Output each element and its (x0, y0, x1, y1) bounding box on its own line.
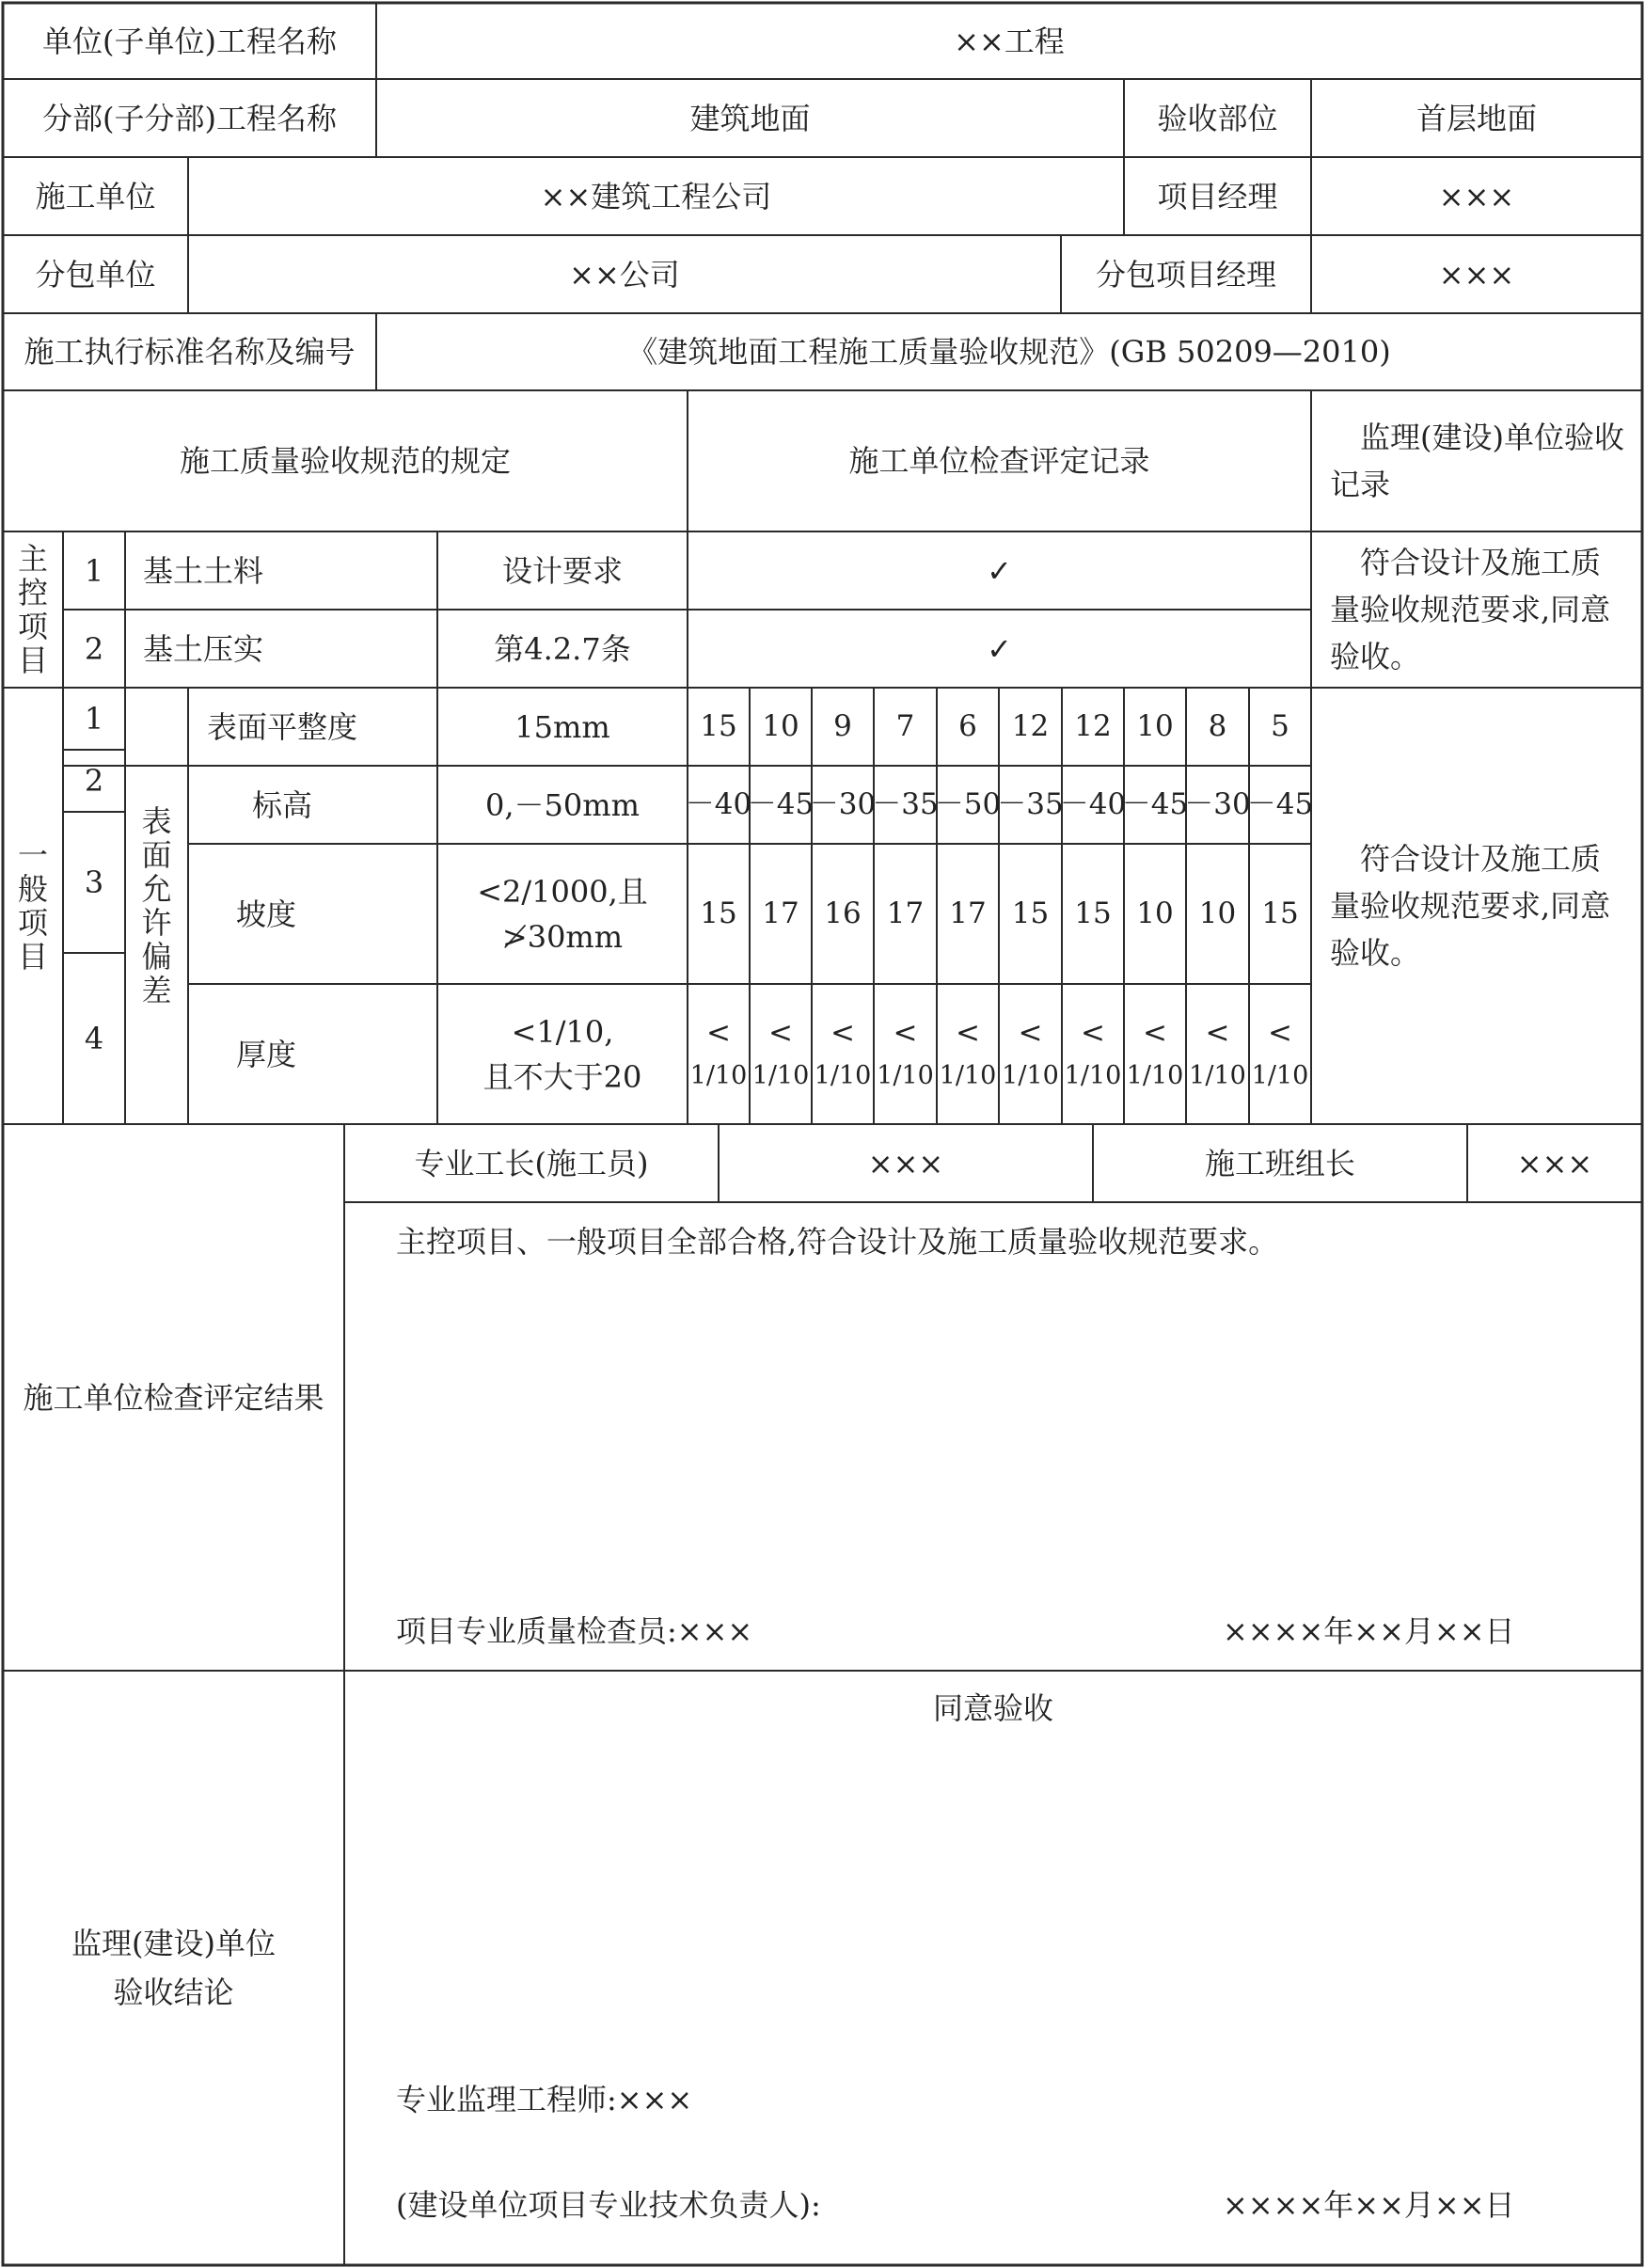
supervision-date: ××××年××月××日 (1223, 2187, 1515, 2223)
measurement-r3-c7: 15 (1074, 896, 1112, 930)
surface-deviation-group (125, 688, 188, 1124)
main-control-supervisor-text: 符合设计及施工质量验收规范要求,同意验收。 (1330, 545, 1611, 674)
measurement-r3-c10: 15 (1261, 896, 1299, 930)
supervision-label-line2: 验收结论 (113, 1975, 234, 2010)
subcontractor-value: ××公司 (569, 256, 680, 293)
measurement-r1-c8: 10 (1136, 709, 1174, 743)
main-item-1-requirement: 设计要求 (501, 552, 623, 589)
general-item-2-name: 标高 (251, 786, 312, 823)
measurement-r4-c8-line2: 1/10 (1126, 1060, 1184, 1090)
measurement-r4-c9-line1: < (1205, 1015, 1230, 1050)
measurement-r3-c3: 16 (824, 896, 862, 930)
general-item-3-name: 坡度 (235, 896, 296, 932)
project-manager-value: ××× (1438, 178, 1515, 214)
measurement-r2-c9: －30 (1184, 787, 1251, 821)
measurement-r1-c1: 15 (700, 709, 737, 743)
measurement-r3-c2: 17 (762, 896, 799, 930)
measurement-r4-c9 (1186, 984, 1249, 1124)
measurement-r3-c1: 15 (700, 896, 737, 930)
contractor-value: ××建筑工程公司 (540, 178, 772, 214)
general-label: 一般项目 (17, 837, 48, 975)
supervisor-column-header-text: 监理(建设)单位验收记录 (1330, 420, 1624, 502)
general-item-1-requirement: 15mm (514, 708, 610, 745)
sub-project-label: 分部(子分部)工程名称 (42, 100, 337, 136)
measurement-r4-c2-line1: < (768, 1015, 793, 1050)
measurement-r4-c3-line2: 1/10 (814, 1060, 872, 1090)
measurement-r3-c5: 17 (949, 896, 987, 930)
surface-deviation-label: 表面允许偏差 (141, 803, 172, 1008)
measurement-r4-c6-line2: 1/10 (1002, 1060, 1059, 1090)
unit-project-value: ××工程 (954, 23, 1065, 59)
general-item-1-name: 表面平整度 (206, 708, 357, 745)
result-conclusion: 主控项目、一般项目全部合格,符合设计及施工质量验收规范要求。 (396, 1224, 1279, 1260)
foreman-value: ××× (867, 1145, 944, 1182)
measurement-r2-c3: －30 (809, 787, 877, 821)
supervision-label (3, 1671, 344, 2265)
measurement-r4-c5-line2: 1/10 (939, 1060, 997, 1090)
measurement-r4-c8-line1: < (1143, 1015, 1167, 1050)
measurement-r4-c3-line1: < (830, 1015, 855, 1050)
measurement-r1-c3: 9 (833, 709, 852, 743)
main-control-group (3, 531, 63, 688)
measurement-r4-c1-line1: < (706, 1015, 731, 1050)
measurement-r4-c4 (874, 984, 937, 1124)
measurement-r4-c5 (937, 984, 999, 1124)
team-leader-value: ××× (1516, 1145, 1593, 1182)
inspect-part-value: 首层地面 (1416, 100, 1537, 136)
measurement-r3-c9: 10 (1198, 896, 1237, 930)
measurement-r4-c10-line1: < (1268, 1015, 1292, 1050)
general-item-2-no: 2 (84, 763, 104, 799)
general-item-4-requirement-line2: 且不大于20 (482, 1058, 642, 1095)
measurement-r4-c7 (1062, 984, 1124, 1124)
standard-label: 施工执行标准名称及编号 (24, 334, 356, 370)
supervision-label-line1: 监理(建设)单位 (71, 1926, 276, 1961)
result-label: 施工单位检查评定结果 (23, 1379, 324, 1416)
measurement-r4-c6 (999, 984, 1062, 1124)
measurement-r1-c6: 12 (1011, 709, 1050, 743)
measurement-r4-c4-line2: 1/10 (877, 1060, 934, 1090)
general-item-3-no: 3 (84, 864, 104, 900)
record-column-header: 施工单位检查评定记录 (848, 443, 1150, 479)
general-item-3-requirement-line1: <2/1000,且 (477, 873, 648, 910)
general-group (3, 688, 63, 1124)
measurement-r4-c8 (1124, 984, 1186, 1124)
measurement-r1-c7: 12 (1074, 709, 1112, 743)
measurement-r4-c9-line2: 1/10 (1189, 1060, 1246, 1090)
measurement-r2-c5: －50 (934, 787, 1002, 821)
main-item-1-name: 基土土料 (142, 552, 263, 589)
spec-column-header: 施工质量验收规范的规定 (179, 443, 511, 479)
supervision-conclusion: 同意验收 (932, 1690, 1053, 1726)
measurement-r4-c10-line2: 1/10 (1251, 1060, 1309, 1090)
measurement-r1-c5: 6 (958, 709, 977, 743)
measurement-r4-c1 (688, 984, 750, 1124)
measurement-r4-c6-line1: < (1018, 1015, 1043, 1050)
measurement-r4-c7-line1: < (1081, 1015, 1105, 1050)
measurement-r2-c6: －35 (997, 787, 1064, 821)
main-item-2-record: ✓ (987, 630, 1012, 667)
general-item-4-name: 厚度 (235, 1036, 296, 1072)
team-leader-label: 施工班组长 (1204, 1145, 1355, 1182)
main-control-label: 主控项目 (17, 541, 48, 678)
measurement-r4-c5-line1: < (956, 1015, 980, 1050)
general-item-3-requirement (437, 844, 688, 984)
measurement-r1-c10: 5 (1271, 709, 1289, 743)
owner-representative: (建设单位项目专业技术负责人): (396, 2187, 821, 2223)
measurement-r2-c7: －40 (1059, 787, 1127, 821)
measurement-r1-c2: 10 (762, 709, 799, 743)
measurement-r2-c10: －45 (1246, 787, 1314, 821)
measurement-r2-c4: －35 (872, 787, 939, 821)
measurement-r4-c10 (1249, 984, 1311, 1124)
general-supervisor (1311, 688, 1642, 1124)
measurement-r3-c8: 10 (1136, 896, 1174, 930)
measurement-r1-c4: 7 (895, 709, 915, 743)
main-item-2-requirement: 第4.2.7条 (494, 630, 631, 667)
general-item-4-requirement-line1: <1/10, (511, 1013, 614, 1050)
general-supervisor-text: 符合设计及施工质量验收规范要求,同意验收。 (1330, 841, 1611, 971)
measurement-r3-c6: 15 (1011, 896, 1050, 930)
main-item-2-name: 基土压实 (142, 630, 263, 667)
contractor-label: 施工单位 (35, 178, 156, 214)
supervising-engineer: 专业监理工程师:××× (396, 2082, 693, 2117)
measurement-r4-c4-line1: < (893, 1015, 918, 1050)
quality-inspector: 项目专业质量检查员:××× (396, 1613, 753, 1649)
measurement-r3-c4: 17 (886, 896, 925, 930)
sub-project-value: 建筑地面 (689, 100, 811, 136)
inspect-part-label: 验收部位 (1157, 100, 1278, 136)
sub-project-manager-label: 分包项目经理 (1095, 256, 1276, 293)
main-item-2-no: 2 (84, 630, 104, 667)
measurement-r2-c1: －40 (685, 787, 752, 821)
measurement-r4-c2-line2: 1/10 (751, 1060, 810, 1090)
general-item-1-no: 1 (84, 701, 104, 737)
subcontractor-label: 分包单位 (35, 256, 156, 293)
standard-value: 《建筑地面工程施工质量验收规范》(GB 50209—2010) (627, 334, 1391, 370)
measurement-r1-c9: 8 (1208, 709, 1227, 743)
supervisor-column-header (1311, 390, 1642, 531)
main-item-1-record: ✓ (987, 552, 1012, 589)
general-item-3-requirement-line2: ≯30mm (501, 918, 624, 955)
measurement-r2-c8: －45 (1121, 787, 1189, 821)
general-item-4-no: 4 (84, 1021, 104, 1056)
project-manager-label: 项目经理 (1157, 178, 1278, 214)
sub-project-manager-value: ××× (1438, 256, 1515, 293)
main-item-1-no: 1 (84, 552, 104, 589)
measurement-r2-c2: －45 (747, 787, 815, 821)
general-item-2-requirement: 0,－50mm (485, 786, 640, 823)
foreman-label: 专业工长(施工员) (414, 1145, 649, 1182)
measurement-r4-c2 (750, 984, 812, 1124)
general-item-4-requirement (437, 984, 688, 1124)
result-date: ××××年××月××日 (1223, 1613, 1515, 1649)
main-control-supervisor (1311, 531, 1642, 688)
measurement-r4-c7-line2: 1/10 (1064, 1060, 1122, 1090)
unit-project-label: 单位(子单位)工程名称 (42, 23, 337, 59)
measurement-r4-c3 (812, 984, 874, 1124)
measurement-r4-c1-line2: 1/10 (689, 1060, 748, 1090)
